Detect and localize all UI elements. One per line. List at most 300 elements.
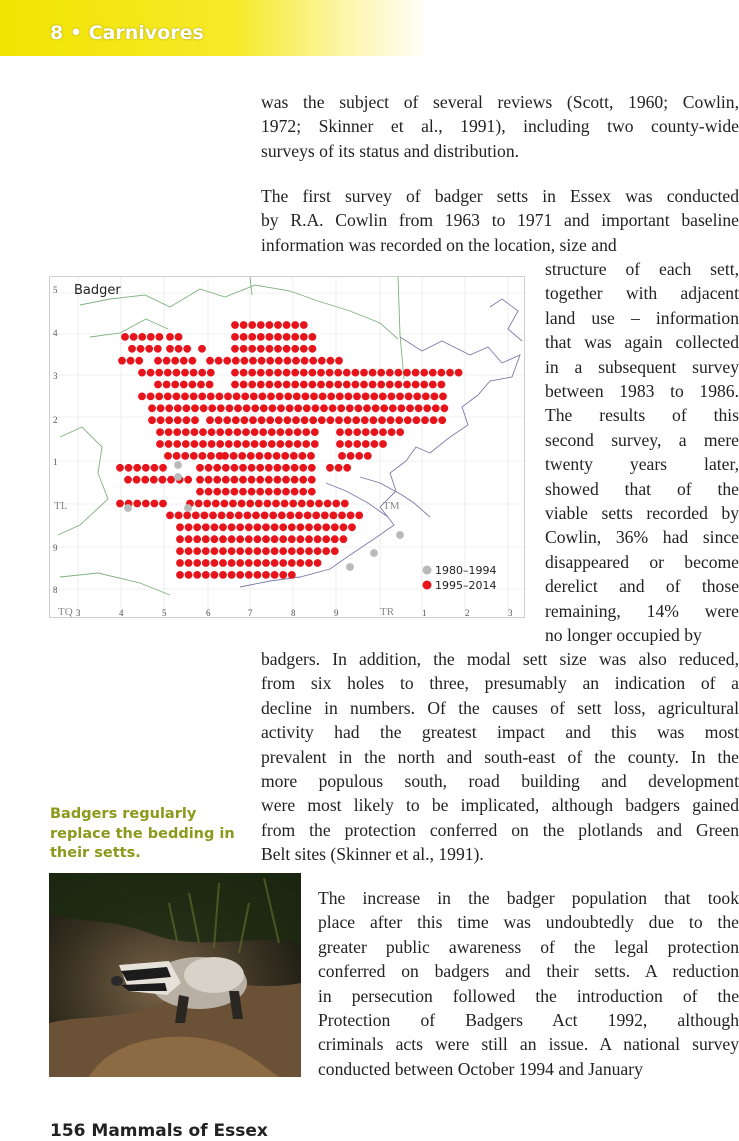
record-dot-1995-2014	[282, 488, 290, 496]
record-dot-1995-2014	[203, 500, 211, 508]
record-dot-1995-2014	[228, 523, 236, 531]
col-label: 5	[162, 608, 167, 618]
record-dot-1995-2014	[259, 428, 267, 436]
record-dot-1995-2014	[240, 345, 248, 353]
text-line: badgers. In addition, the modal sett size was also reduced,	[261, 649, 739, 669]
text-line: structure of each sett,	[545, 259, 739, 279]
record-dot-1995-2014	[156, 440, 164, 448]
record-dot-1995-2014	[288, 571, 296, 579]
record-dot-1995-2014	[317, 381, 325, 389]
record-dot-1995-2014	[173, 452, 181, 460]
record-dot-1995-2014	[236, 547, 244, 555]
record-dot-1995-2014	[279, 523, 287, 531]
record-dot-1995-2014	[343, 381, 351, 389]
record-dot-1995-2014	[379, 393, 387, 401]
record-dot-1995-2014	[361, 416, 369, 424]
record-dot-1995-2014	[291, 369, 299, 377]
text-line: that was again collected	[545, 332, 739, 353]
record-dot-1995-2014	[255, 500, 263, 508]
record-dot-1995-2014	[256, 488, 264, 496]
record-dot-1980-1994	[346, 563, 354, 571]
record-dot-1995-2014	[176, 523, 184, 531]
record-dot-1995-2014	[300, 369, 308, 377]
col-label: 6	[206, 608, 211, 618]
record-dot-1995-2014	[157, 404, 165, 412]
map-title: Badger	[74, 283, 121, 298]
record-dot-1995-2014	[125, 464, 133, 472]
record-dot-1995-2014	[151, 464, 159, 472]
record-dot-1995-2014	[294, 428, 302, 436]
row-labels	[53, 285, 58, 595]
record-dot-1995-2014	[166, 512, 174, 520]
record-dot-1995-2014	[198, 393, 206, 401]
record-dot-1995-2014	[252, 512, 260, 520]
record-dot-1995-2014	[363, 404, 371, 412]
record-dot-1995-2014	[193, 559, 201, 567]
record-dot-1995-2014	[219, 559, 227, 567]
record-dot-1995-2014	[387, 416, 395, 424]
record-dot-1995-2014	[348, 523, 356, 531]
record-dot-1995-2014	[395, 381, 403, 389]
col-label: 3	[508, 608, 513, 618]
text-line: remaining, 14% were	[545, 600, 739, 621]
record-dot-1995-2014	[286, 404, 294, 412]
record-dot-1995-2014	[335, 416, 343, 424]
record-dot-1995-2014	[274, 476, 282, 484]
record-dot-1995-2014	[211, 559, 219, 567]
paragraph-2-bottom	[261, 647, 739, 867]
record-dot-1995-2014	[191, 428, 199, 436]
record-dot-1995-2014	[266, 357, 274, 365]
record-dot-1995-2014	[257, 369, 265, 377]
record-dot-1995-2014	[248, 488, 256, 496]
record-dot-1995-2014	[345, 440, 353, 448]
record-dot-1995-2014	[314, 535, 322, 543]
record-dot-1995-2014	[155, 393, 163, 401]
record-dot-1995-2014	[211, 571, 219, 579]
record-dot-1995-2014	[116, 500, 124, 508]
record-dot-1995-2014	[157, 416, 165, 424]
record-dot-1995-2014	[240, 381, 248, 389]
text-line: greater public awareness of the legal protection	[318, 936, 739, 957]
text-line: viable setts recorded by	[545, 503, 739, 524]
record-dot-1995-2014	[245, 535, 253, 543]
record-dot-1995-2014	[318, 416, 326, 424]
record-dot-1995-2014	[163, 357, 171, 365]
record-dot-1995-2014	[284, 357, 292, 365]
record-dot-1995-2014	[360, 369, 368, 377]
record-dot-1995-2014	[268, 428, 276, 436]
record-dot-1995-2014	[191, 416, 199, 424]
text-line: in persecution followed the introduction of the	[318, 985, 739, 1006]
record-dot-1995-2014	[303, 404, 311, 412]
record-dot-1995-2014	[326, 369, 334, 377]
record-dot-1995-2014	[262, 571, 270, 579]
record-dot-1995-2014	[420, 381, 428, 389]
record-dot-1995-2014	[257, 321, 265, 329]
record-dot-1995-2014	[247, 452, 255, 460]
record-dot-1995-2014	[297, 559, 305, 567]
record-dot-1995-2014	[307, 500, 315, 508]
record-dot-1995-2014	[228, 547, 236, 555]
record-dot-1995-2014	[232, 416, 240, 424]
record-dot-1995-2014	[228, 571, 236, 579]
text-line: from six holes to three, presumably an indication of a	[261, 673, 739, 694]
record-dot-1995-2014	[137, 345, 145, 353]
record-dot-1995-2014	[334, 369, 342, 377]
record-dot-1995-2014	[176, 535, 184, 543]
record-dot-1995-2014	[221, 452, 229, 460]
record-dot-1995-2014	[190, 393, 198, 401]
record-dot-1995-2014	[236, 571, 244, 579]
record-dot-1995-2014	[291, 488, 299, 496]
record-dot-1995-2014	[156, 428, 164, 436]
record-dot-1995-2014	[257, 345, 265, 353]
record-dot-1995-2014	[284, 416, 292, 424]
record-dot-1995-2014	[267, 393, 275, 401]
record-dot-1995-2014	[196, 476, 204, 484]
record-dot-1995-2014	[396, 393, 404, 401]
record-dot-1995-2014	[278, 512, 286, 520]
record-dot-1995-2014	[259, 440, 267, 448]
record-dot-1995-2014	[291, 381, 299, 389]
record-dot-1995-2014	[271, 571, 279, 579]
record-dot-1995-2014	[238, 500, 246, 508]
record-dot-1995-2014	[147, 369, 155, 377]
record-dot-1995-2014	[292, 416, 300, 424]
record-dot-1995-2014	[133, 476, 141, 484]
paragraph-1	[261, 90, 739, 163]
text-line: was the subject of several reviews (Scott, 1960; Cowlin,	[261, 92, 739, 112]
record-dot-1995-2014	[309, 381, 317, 389]
record-dot-1995-2014	[142, 464, 150, 472]
record-dot-1995-2014	[193, 547, 201, 555]
record-dot-1995-2014	[297, 523, 305, 531]
record-dot-1995-2014	[334, 381, 342, 389]
record-dot-1995-2014	[309, 345, 317, 353]
record-dot-1995-2014	[327, 416, 335, 424]
record-dot-1995-2014	[314, 547, 322, 555]
record-dot-1995-2014	[138, 369, 146, 377]
record-dot-1995-2014	[198, 345, 206, 353]
record-dot-1995-2014	[312, 512, 320, 520]
record-dot-1995-2014	[145, 345, 153, 353]
record-dot-1995-2014	[171, 357, 179, 365]
record-dot-1995-2014	[163, 381, 171, 389]
record-dot-1995-2014	[291, 345, 299, 353]
record-dot-1995-2014	[248, 369, 256, 377]
record-dot-1995-2014	[155, 369, 163, 377]
text-line: showed that of the	[545, 478, 739, 499]
record-dot-1995-2014	[240, 333, 248, 341]
record-dot-1995-2014	[165, 428, 173, 436]
record-dot-1995-2014	[413, 416, 421, 424]
record-dot-1995-2014	[274, 464, 282, 472]
record-dot-1995-2014	[341, 500, 349, 508]
record-dot-1995-2014	[283, 345, 291, 353]
record-dot-1995-2014	[297, 547, 305, 555]
record-dot-1995-2014	[380, 404, 388, 412]
record-dot-1995-2014	[246, 500, 254, 508]
record-dot-1995-2014	[262, 547, 270, 555]
record-dot-1995-2014	[335, 464, 343, 472]
record-dots	[116, 321, 462, 579]
record-dot-1995-2014	[190, 452, 198, 460]
record-dot-1995-2014	[226, 404, 234, 412]
record-dot-1995-2014	[207, 369, 215, 377]
record-dot-1995-2014	[166, 345, 174, 353]
record-dot-1995-2014	[389, 404, 397, 412]
record-dot-1995-2014	[173, 440, 181, 448]
record-dot-1995-2014	[185, 571, 193, 579]
badger-photo	[49, 873, 301, 1077]
record-dot-1995-2014	[176, 547, 184, 555]
record-dot-1995-2014	[352, 381, 360, 389]
record-dot-1995-2014	[156, 333, 164, 341]
record-dot-1995-2014	[192, 512, 200, 520]
record-dot-1995-2014	[154, 357, 162, 365]
record-dot-1995-2014	[297, 535, 305, 543]
record-dot-1995-2014	[244, 512, 252, 520]
legend-label-1980-1994: 1980–1994	[435, 564, 497, 577]
col-label: 7	[248, 608, 253, 618]
record-dot-1995-2014	[229, 500, 237, 508]
record-dot-1995-2014	[285, 440, 293, 448]
record-dot-1995-2014	[130, 333, 138, 341]
text-line: together with adjacent	[545, 283, 739, 304]
record-dot-1995-2014	[355, 512, 363, 520]
record-dot-1995-2014	[429, 381, 437, 389]
record-dot-1995-2014	[239, 488, 247, 496]
record-dot-1995-2014	[268, 440, 276, 448]
record-dot-1995-2014	[372, 404, 380, 412]
record-dot-1995-2014	[283, 321, 291, 329]
record-dot-1995-2014	[135, 357, 143, 365]
record-dot-1995-2014	[231, 321, 239, 329]
record-dot-1995-2014	[167, 476, 175, 484]
record-dot-1995-2014	[231, 333, 239, 341]
record-dot-1995-2014	[346, 404, 354, 412]
map-legend	[423, 564, 497, 592]
text-line: conferred on badgers and their setts. A reduction	[318, 961, 739, 982]
record-dot-1995-2014	[378, 416, 386, 424]
record-dot-1995-2014	[240, 369, 248, 377]
record-dot-1995-2014	[338, 452, 346, 460]
text-line: information was recorded on the location, size and	[261, 234, 617, 255]
record-dot-1995-2014	[199, 440, 207, 448]
record-dot-1995-2014	[332, 500, 340, 508]
text-line: from the protection conferred on the plotlands and Green	[261, 819, 739, 840]
record-dot-1995-2014	[309, 333, 317, 341]
record-dot-1995-2014	[301, 357, 309, 365]
record-dot-1995-2014	[232, 357, 240, 365]
record-dot-1995-2014	[279, 547, 287, 555]
record-dot-1995-2014	[250, 393, 258, 401]
record-dot-1995-2014	[439, 393, 447, 401]
record-dot-1995-2014	[182, 428, 190, 436]
record-dot-1995-2014	[266, 381, 274, 389]
record-dot-1995-2014	[185, 535, 193, 543]
record-dot-1995-2014	[205, 464, 213, 472]
record-dot-1995-2014	[165, 440, 173, 448]
record-dot-1995-2014	[183, 512, 191, 520]
record-dot-1995-2014	[266, 321, 274, 329]
record-dot-1995-2014	[429, 369, 437, 377]
record-dot-1995-2014	[353, 428, 361, 436]
record-dot-1995-2014	[254, 523, 262, 531]
record-dot-1995-2014	[355, 452, 363, 460]
record-dot-1995-2014	[251, 428, 259, 436]
record-dot-1995-2014	[196, 488, 204, 496]
text-line: in a subsequent survey	[545, 356, 739, 377]
page-footer: 156 Mammals of Essex	[50, 1121, 268, 1141]
record-dot-1995-2014	[202, 523, 210, 531]
record-dot-1995-2014	[164, 369, 172, 377]
record-dot-1995-2014	[258, 416, 266, 424]
record-dot-1995-2014	[386, 381, 394, 389]
record-dot-1995-2014	[371, 440, 379, 448]
record-dot-1995-2014	[236, 523, 244, 531]
photo-caption: Badgers regularly replace the bedding in their setts.	[50, 806, 235, 861]
record-dot-1995-2014	[212, 500, 220, 508]
record-dot-1995-2014	[290, 452, 298, 460]
record-dot-1995-2014	[403, 369, 411, 377]
record-dot-1995-2014	[208, 440, 216, 448]
record-dot-1995-2014	[300, 381, 308, 389]
record-dot-1995-2014	[231, 488, 239, 496]
record-dot-1995-2014	[318, 357, 326, 365]
record-dot-1995-2014	[438, 369, 446, 377]
record-dot-1995-2014	[284, 393, 292, 401]
record-dot-1995-2014	[362, 428, 370, 436]
row-label: 3	[53, 371, 58, 381]
record-dot-1995-2014	[331, 523, 339, 531]
record-dot-1995-2014	[215, 357, 223, 365]
record-dot-1995-2014	[222, 464, 230, 472]
record-dot-1995-2014	[151, 500, 159, 508]
record-dot-1995-2014	[331, 535, 339, 543]
record-dot-1995-2014	[269, 512, 277, 520]
record-dot-1995-2014	[193, 571, 201, 579]
record-dot-1995-2014	[264, 500, 272, 508]
record-dot-1995-2014	[231, 345, 239, 353]
record-dot-1995-2014	[174, 404, 182, 412]
record-dot-1995-2014	[307, 452, 315, 460]
record-dot-1995-2014	[370, 416, 378, 424]
record-dot-1995-2014	[265, 476, 273, 484]
record-dot-1995-2014	[262, 559, 270, 567]
record-dot-1995-2014	[305, 523, 313, 531]
record-dot-1995-2014	[235, 512, 243, 520]
record-dot-1995-2014	[364, 452, 372, 460]
record-dot-1995-2014	[248, 476, 256, 484]
record-dot-1995-2014	[317, 369, 325, 377]
record-dot-1995-2014	[208, 404, 216, 412]
record-dot-1995-2014	[345, 428, 353, 436]
record-dot-1995-2014	[331, 547, 339, 555]
record-dot-1995-2014	[198, 369, 206, 377]
record-dot-1995-2014	[311, 428, 319, 436]
record-dot-1995-2014	[224, 393, 232, 401]
record-dot-1995-2014	[241, 416, 249, 424]
record-dot-1995-2014	[438, 416, 446, 424]
col-label: 9	[334, 608, 339, 618]
record-dot-1995-2014	[221, 500, 229, 508]
record-dot-1995-2014	[271, 523, 279, 531]
record-dot-1995-2014	[202, 571, 210, 579]
record-dot-1995-2014	[282, 476, 290, 484]
record-dot-1995-2014	[185, 559, 193, 567]
record-dot-1995-2014	[183, 345, 191, 353]
record-dot-1995-2014	[133, 500, 141, 508]
record-dot-1995-2014	[276, 393, 284, 401]
record-dot-1995-2014	[300, 321, 308, 329]
record-dot-1995-2014	[291, 464, 299, 472]
record-dot-1995-2014	[320, 404, 328, 412]
record-dot-1995-2014	[305, 559, 313, 567]
record-dot-1995-2014	[386, 369, 394, 377]
record-dot-1995-2014	[219, 535, 227, 543]
record-dot-1995-2014	[182, 440, 190, 448]
record-dot-1980-1994	[124, 504, 132, 512]
text-line: Belt sites (Skinner et al., 1991).	[261, 844, 484, 865]
record-dot-1995-2014	[446, 369, 454, 377]
record-dot-1995-2014	[294, 440, 302, 448]
record-dot-1995-2014	[148, 404, 156, 412]
record-dot-1995-2014	[234, 404, 242, 412]
record-dot-1995-2014	[124, 476, 132, 484]
paragraph-2-right	[545, 257, 739, 648]
record-dot-1995-2014	[205, 488, 213, 496]
record-dot-1995-2014	[248, 381, 256, 389]
record-dot-1995-2014	[238, 452, 246, 460]
record-dot-1995-2014	[266, 345, 274, 353]
grid-code-tq: TQ	[58, 606, 73, 618]
record-dot-1995-2014	[305, 547, 313, 555]
record-dot-1995-2014	[207, 452, 215, 460]
record-dot-1995-2014	[249, 416, 257, 424]
record-dot-1995-2014	[133, 464, 141, 472]
record-dot-1995-2014	[288, 559, 296, 567]
record-dot-1995-2014	[254, 547, 262, 555]
row-label: 4	[53, 328, 58, 338]
record-dot-1995-2014	[455, 369, 463, 377]
record-dot-1995-2014	[277, 440, 285, 448]
record-dot-1980-1994	[184, 504, 192, 512]
record-dot-1995-2014	[347, 452, 355, 460]
record-dot-1995-2014	[175, 512, 183, 520]
legend-marker-1980-1994	[423, 566, 432, 575]
record-dot-1980-1994	[174, 473, 182, 481]
record-dot-1995-2014	[336, 428, 344, 436]
record-dot-1995-2014	[340, 523, 348, 531]
record-dot-1995-2014	[175, 345, 183, 353]
record-dot-1995-2014	[288, 523, 296, 531]
record-dot-1995-2014	[308, 464, 316, 472]
record-dot-1995-2014	[369, 381, 377, 389]
record-dot-1995-2014	[173, 393, 181, 401]
record-dot-1995-2014	[406, 404, 414, 412]
record-dot-1995-2014	[319, 393, 327, 401]
record-dot-1995-2014	[396, 428, 404, 436]
record-dot-1995-2014	[226, 512, 234, 520]
record-dot-1995-2014	[291, 321, 299, 329]
record-dot-1995-2014	[295, 512, 303, 520]
record-dot-1995-2014	[213, 476, 221, 484]
record-dot-1995-2014	[266, 333, 274, 341]
record-dot-1995-2014	[228, 559, 236, 567]
record-dot-1995-2014	[298, 500, 306, 508]
